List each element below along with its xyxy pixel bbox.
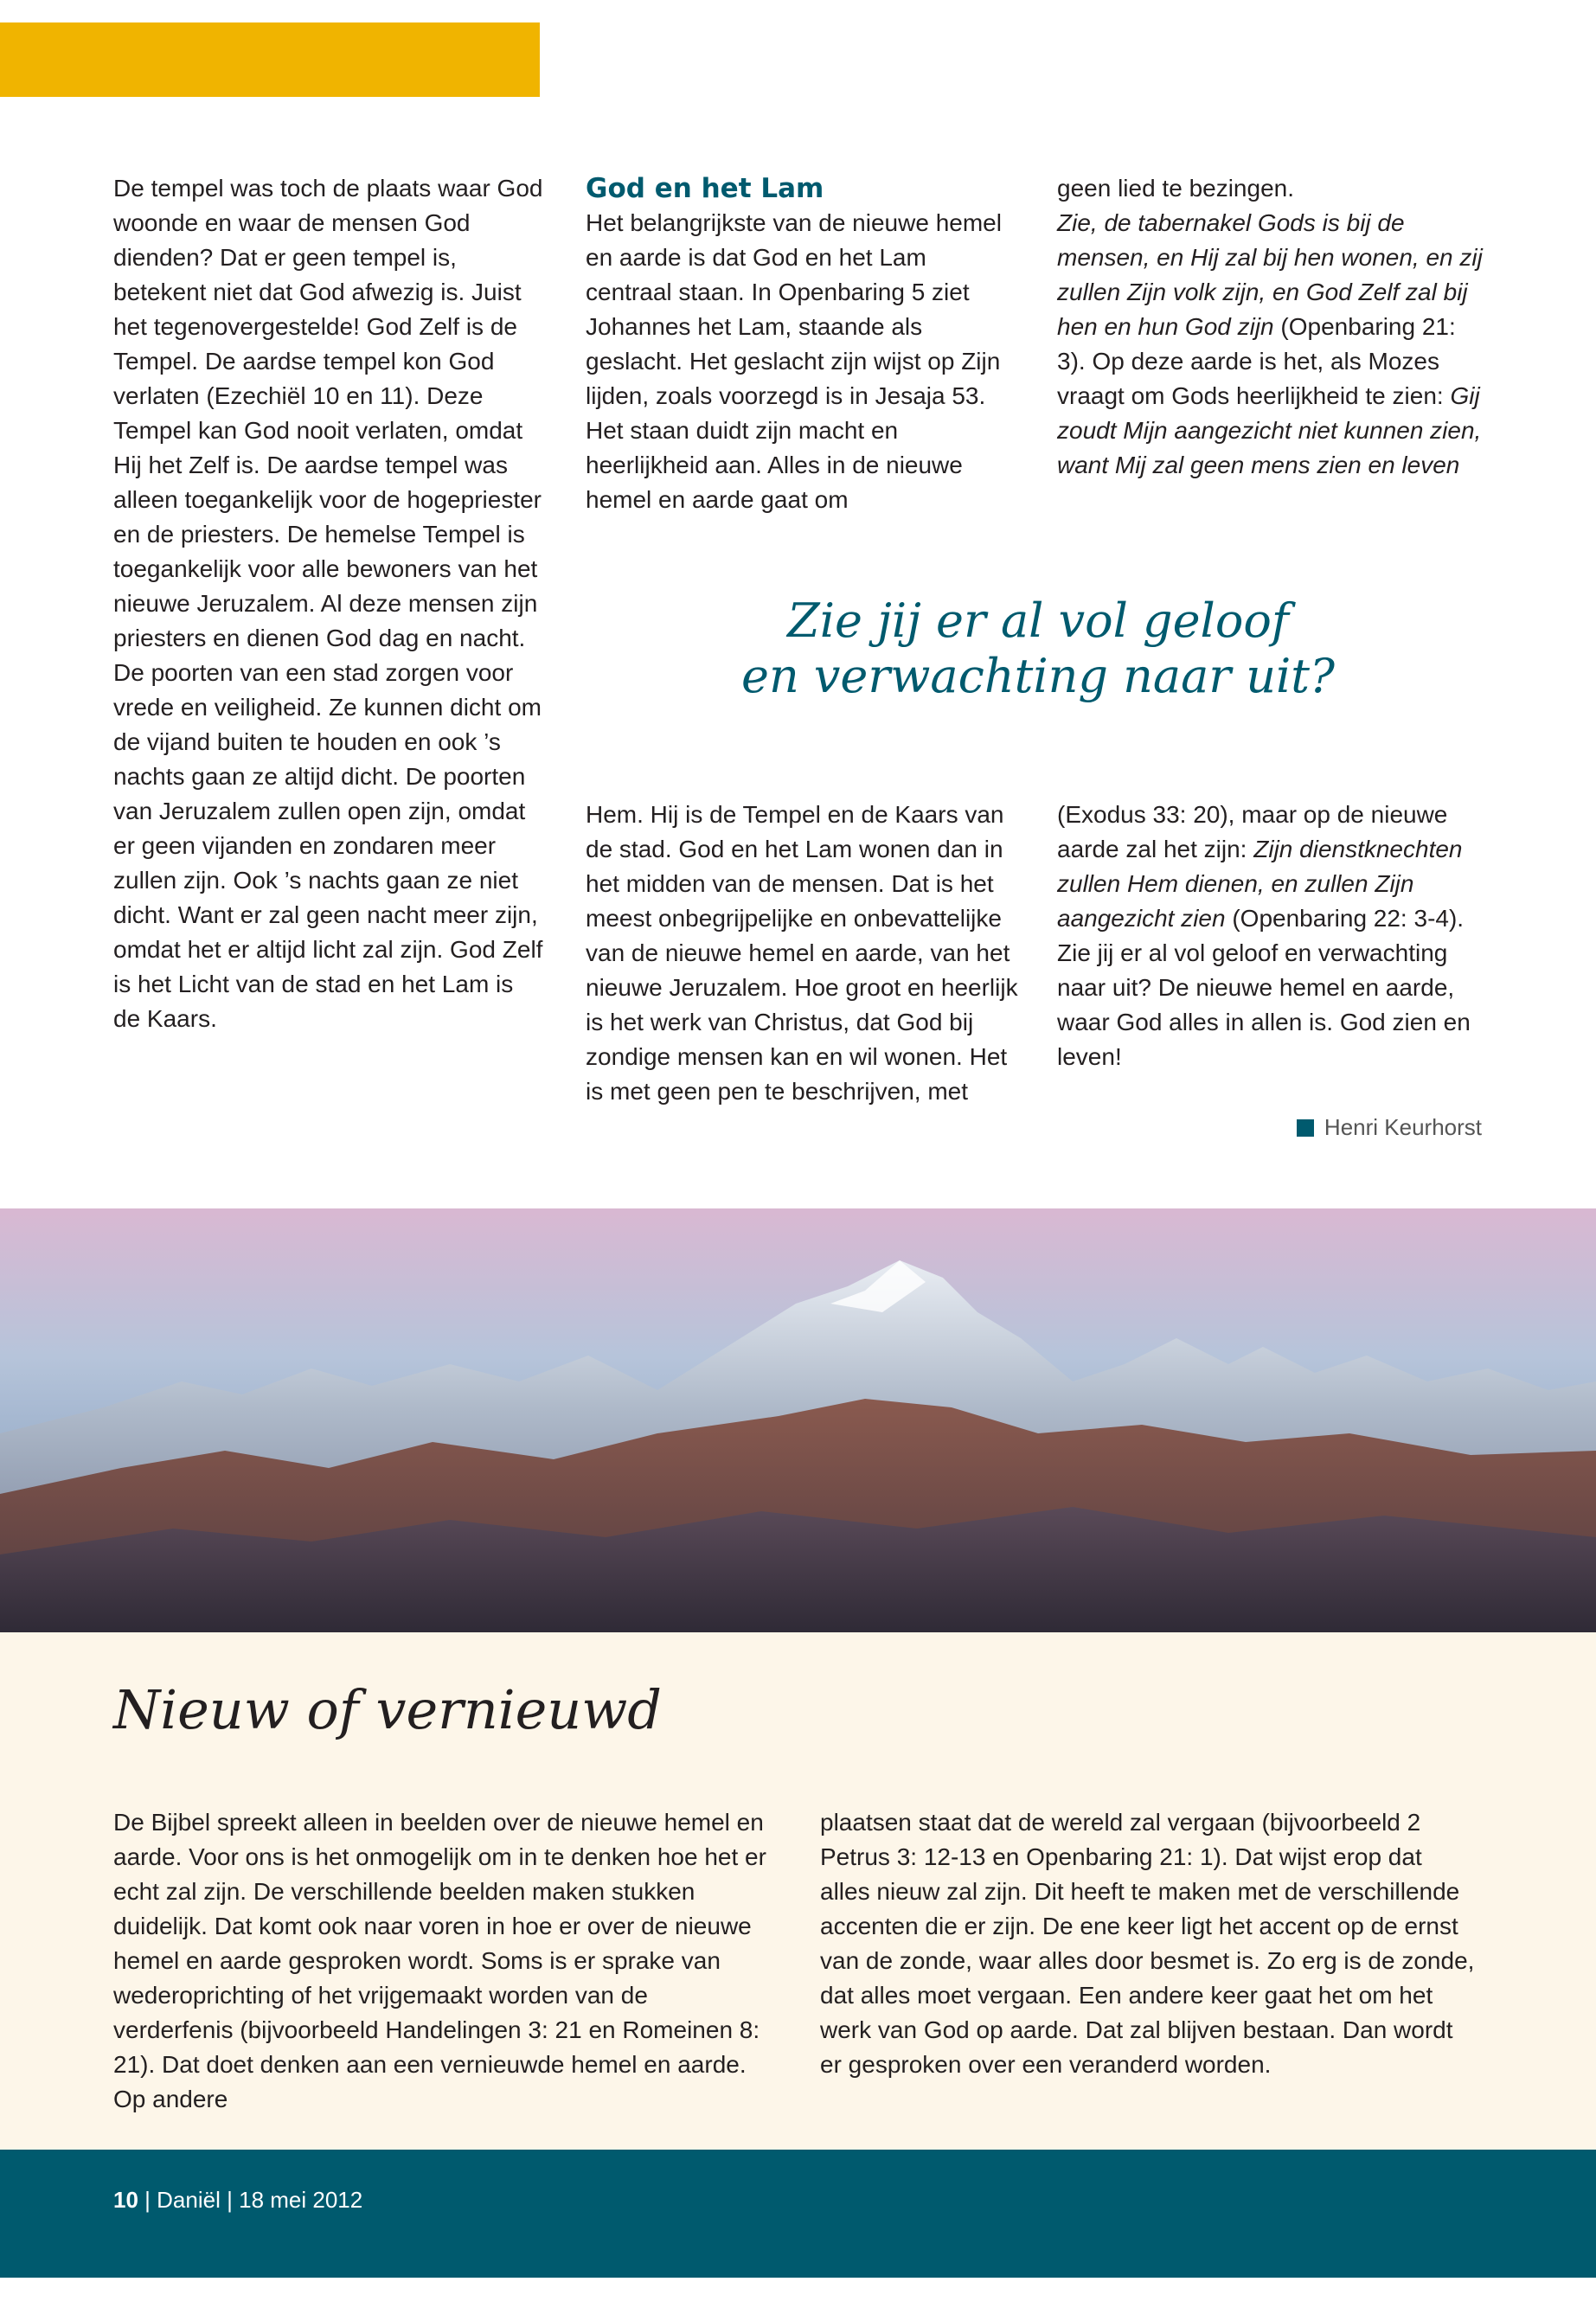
mountain-landscape-image (0, 1208, 1596, 1632)
column-3-bottom (1057, 798, 1490, 1074)
column-2-top-text: Het belangrijkste van de nieuwe hemel en aarde is dat God en het Lam centraal staan. In Openbaring 5 ziet Johannes het Lam, staande als geslacht. Het geslacht zijn wijst op Zijn lijden, zoals voorzegd is in Jesaja 53. Het staan duidt zijn macht en heerlijkheid aan. Alles in de nieuwe hemel en aarde gaat om (586, 209, 1002, 513)
text-run: geen lied te bezingen. (1057, 175, 1294, 202)
scripture-quote: Zie, de tabernakel Gods is bij de mensen, en Hij zal bij hen wonen, en zij zullen Zijn volk zijn, en God Zelf zal bij hen en hun God zijn (1057, 209, 1483, 340)
text-run: (Exodus 33: 20), maar op de nieuwe aarde zal het zijn: (1057, 801, 1448, 862)
author-name: Henri Keurhorst (1324, 1114, 1482, 1140)
column-3-bottom-text (1057, 798, 1490, 1074)
column-1 (113, 171, 546, 1036)
column-3-top (1057, 171, 1490, 483)
magazine-name: Daniël (157, 2187, 221, 2213)
column-2-bottom (586, 798, 1018, 1109)
footer-separator: | (144, 2187, 151, 2213)
section-column-right: plaatsen staat dat de wereld zal vergaan (bijvoorbeeld 2 Petrus 3: 12-13 en Openbaring 21: 1). Dat wijst erop dat alles nieuw zal zijn. Dit heeft te maken met de verschillende accenten die er zijn. De ene keer ligt het accent op de ernst van de zonde, waar alles door besmet is. Zo erg is de zonde, dat alles moet vergaan. Een andere keer gaat het om het werk van God op aarde. Dat zal blijven bestaan. Dan wordt er gesproken over een veranderd worden. (820, 1809, 1475, 2078)
accent-bar (0, 22, 540, 97)
mountain-photo (0, 1208, 1596, 1632)
column-3-top-text (1057, 171, 1490, 483)
footer-text (113, 2187, 362, 2214)
footer-separator: | (227, 2187, 233, 2213)
page-number: 10 (113, 2187, 138, 2213)
issue-date: 18 mei 2012 (239, 2187, 363, 2213)
section-title: Nieuw of vernieuwd (113, 1678, 662, 1741)
square-bullet-icon (1297, 1119, 1314, 1137)
column-2-top (586, 171, 1018, 517)
section-column-left: De Bijbel spreekt alleen in beelden over de nieuwe hemel en aarde. Voor ons is het onmogelijk om in te denken hoe het er echt zal zijn. De verschillende beelden maken stukken duidelijk. Dat komt ook naar voren in hoe er over de nieuwe hemel en aarde gesproken wordt. Soms is er sprake van wederoprichting of het vrijgemaakt worden van de verderfenis (bijvoorbeeld Handelingen 3: 21 en Romeinen 8: 21). Dat doet denken aan een vernieuwde hemel en aarde. Op andere (113, 1809, 766, 2112)
pull-quote (657, 593, 1419, 704)
pull-quote-line-1: Zie jij er al vol geloof (787, 593, 1289, 648)
footer-bar (0, 2150, 1596, 2278)
author-credit (1297, 1114, 1482, 1141)
scripture-quote: Zijn dienstknechten zullen Hem dienen, en zullen Zijn aangezicht zien (1057, 836, 1463, 932)
text-run: (Openbaring 21: 3). Op deze aarde is het, als Mozes vraagt om Gods heerlijkheid te zien: (1057, 313, 1456, 409)
text-run: (Openbaring 22: 3-4). Zie jij er al vol geloof en verwachting naar uit? De nieuwe hemel en aarde, waar God alles in allen is. God zien en leven! (1057, 905, 1471, 1070)
subheading: God en het Lam (586, 173, 824, 204)
column-2-bottom-text: Hem. Hij is de Tempel en de Kaars van de stad. God en het Lam wonen dan in het midden van de mensen. Dat is het meest onbegrijpelijke en onbevattelijke van de nieuwe hemel en aarde, van het nieuwe Jeruzalem. Hoe groot en heerlijk is het werk van Christus, dat God bij zondige mensen kan en wil wonen. Het is met geen pen te beschrijven, met (586, 801, 1018, 1105)
column-1-paragraph-1: De tempel was toch de plaats waar God woonde en waar de mensen God dienden? Dat er geen tempel is, betekent niet dat God afwezig is. Juist het tegenovergestelde! God Zelf is de Tempel. De aardse tempel kon God verlaten (Ezechiël 10 en 11). Deze Tempel kan God nooit verlaten, omdat Hij het Zelf is. De aardse tempel was alleen toegankelijk voor de hogepriester en de priesters. De hemelse Tempel is toegankelijk voor alle bewoners van het nieuwe Jeruzalem. Al deze mensen zijn priesters en dienen God dag en nacht. (113, 175, 543, 651)
column-1-paragraph-2: De poorten van een stad zorgen voor vrede en veiligheid. Ze kunnen dicht om de vijand buiten te houden en ook ’s nachts gaan ze altijd dicht. De poorten van Jeruzalem zullen open zijn, omdat er geen vijanden en zondaren meer zullen zijn. Ook ’s nachts gaan ze niet dicht. Want er zal geen nacht meer zijn, omdat het er altijd licht zal zijn. God Zelf is het Licht van de stad en het Lam is de Kaars. (113, 659, 543, 1032)
scripture-quote: Gij zoudt Mijn aangezicht niet kunnen zien, want Mij zal geen mens zien en leven (1057, 382, 1482, 478)
pull-quote-line-2: en verwachting naar uit? (741, 649, 1335, 703)
